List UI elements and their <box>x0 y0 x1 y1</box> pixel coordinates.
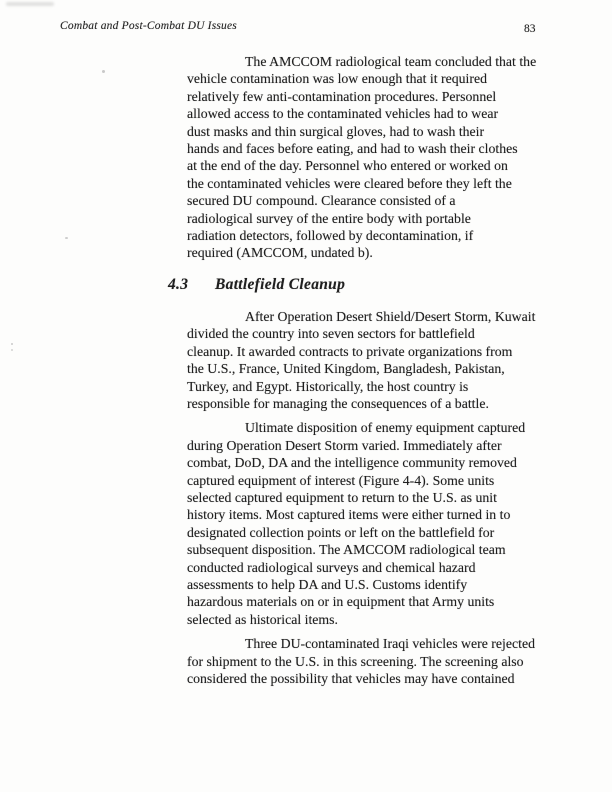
text-line: dust masks and thin surgical gloves, had to wash their <box>187 123 485 139</box>
running-title: Combat and Post-Combat DU Issues <box>60 20 237 32</box>
text-line: captured equipment of interest (Figure 4-4). Some units <box>187 472 495 488</box>
text-line: relatively few anti-contamination procedures. Personnel <box>187 88 497 104</box>
paragraph <box>187 308 579 412</box>
scan-speck <box>11 343 13 345</box>
text-line: during Operation Desert Storm varied. Immediately after <box>187 437 502 453</box>
text-line: subsequent disposition. The AMCCOM radiological team <box>187 542 506 558</box>
text-line: required (AMCCOM, undated b). <box>187 245 373 261</box>
text-line: history items. Most captured items were either turned in to <box>187 507 511 523</box>
text-line: the contaminated vehicles were cleared before they left the <box>187 175 512 191</box>
text-line: The AMCCOM radiological team concluded that the <box>245 54 537 69</box>
paragraph <box>187 53 579 262</box>
text-line: combat, DoD, DA and the intelligence community removed <box>187 455 517 471</box>
paragraph <box>187 419 579 628</box>
text-line: considered the possibility that vehicles may have contained <box>187 671 515 686</box>
text-line: at the end of the day. Personnel who entered or worked on <box>187 158 508 174</box>
scan-speck <box>11 349 13 351</box>
text-line: After Operation Desert Shield/Desert Storm, Kuwait <box>245 308 536 324</box>
text-line: Turkey, and Egypt. Historically, the host country is <box>187 378 469 394</box>
text-line: Ultimate disposition of enemy equipment captured <box>245 420 526 436</box>
text-line: secured DU compound. Clearance consisted of a <box>187 193 456 209</box>
text-line: selected as historical items. <box>187 611 338 627</box>
text-line: the U.S., France, United Kingdom, Bangladesh, Pakistan, <box>187 361 505 377</box>
text-line: Three DU-contaminated Iraqi vehicles were rejected <box>245 636 535 652</box>
scan-smudge <box>6 2 54 6</box>
text-line: radiation detectors, followed by decontamination, if <box>187 228 474 244</box>
section-title: Battlefield Cleanup <box>215 275 346 293</box>
text-line: hazardous materials on or in equipment that Army units <box>187 594 495 610</box>
text-line: cleanup. It awarded contracts to private organizations from <box>187 343 513 359</box>
text-line: responsible for managing the consequences of a battle. <box>187 395 489 411</box>
text-line: allowed access to the contaminated vehicles had to wear <box>187 106 499 122</box>
section-number: 4.3 <box>168 275 189 293</box>
text-line: selected captured equipment to return to the U.S. as unit <box>187 489 497 505</box>
scan-speck <box>102 70 105 73</box>
text-line: vehicle contamination was low enough that it required <box>187 71 487 87</box>
section-heading <box>168 274 579 295</box>
text-line: for shipment to the U.S. in this screening. The screening also <box>187 653 524 669</box>
text-line: hands and faces before eating, and had to wash their clothes <box>187 141 518 157</box>
scan-speck <box>65 237 68 239</box>
document-body <box>168 53 579 694</box>
page-number: 83 <box>524 23 536 35</box>
text-line: assessments to help DA and U.S. Customs identify <box>187 576 468 592</box>
text-line: designated collection points or left on the battlefield for <box>187 524 495 540</box>
text-line: divided the country into seven sectors for battlefield <box>187 326 475 342</box>
paragraph <box>187 635 579 687</box>
text-line: radiological survey of the entire body with portable <box>187 210 471 226</box>
text-line: conducted radiological surveys and chemical hazard <box>187 559 476 575</box>
